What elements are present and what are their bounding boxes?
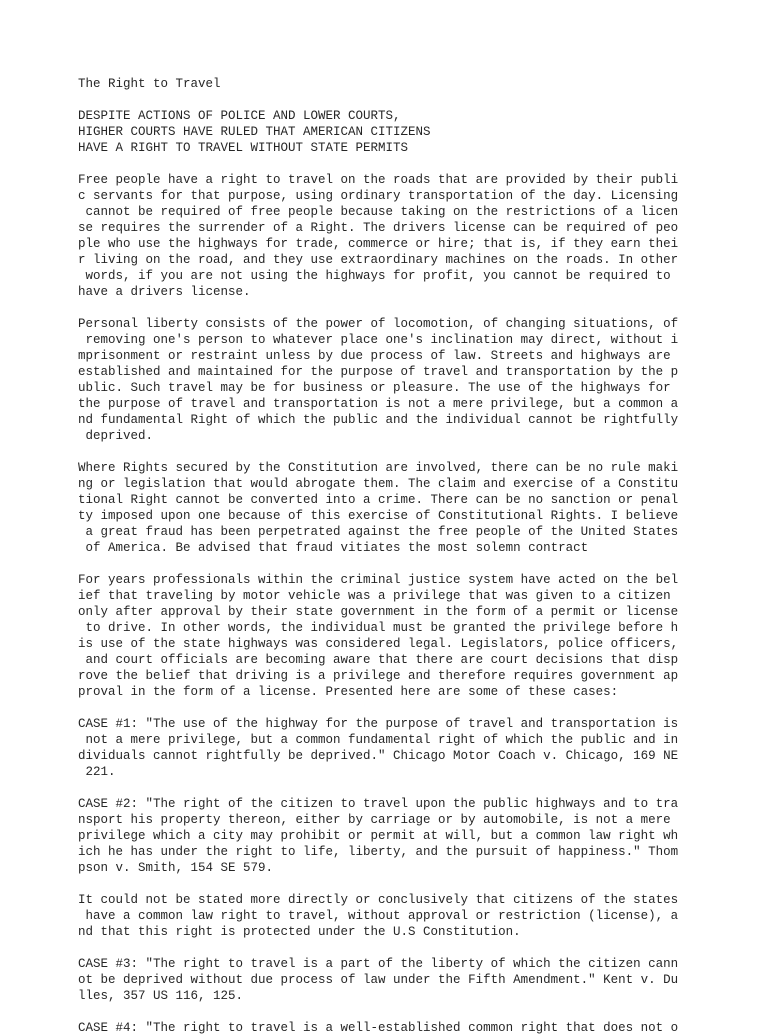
headline-block: [78, 108, 768, 156]
headline-line: DESPITE ACTIONS OF POLICE AND LOWER COURTS,: [78, 109, 401, 123]
paragraph: [78, 460, 768, 556]
spacer: [78, 556, 768, 572]
paragraph-line: CASE #2: "The right of the citizen to travel upon the public highways and to tra: [78, 797, 679, 811]
paragraph-line: CASE #4: "The right to travel is a well-established common right that does not o: [78, 1021, 679, 1035]
paragraph-line: c servants for that purpose, using ordinary transportation of the day. Licensing: [78, 189, 679, 203]
paragraph-line: is use of the state highways was considered legal. Legislators, police officers,: [78, 637, 679, 651]
paragraph-line: It could not be stated more directly or conclusively that citizens of the states: [78, 893, 679, 907]
spacer: [78, 1004, 768, 1020]
paragraph-line: not a mere privilege, but a common fundamental right of which the public and in: [78, 733, 679, 747]
paragraph-line: have a drivers license.: [78, 285, 251, 299]
paragraph-line: ublic. Such travel may be for business or pleasure. The use of the highways for: [78, 381, 671, 395]
paragraph: [78, 172, 768, 300]
paragraph-line: a great fraud has been perpetrated against the free people of the United States: [78, 525, 679, 539]
paragraph-line: deprived.: [78, 429, 154, 443]
paragraph-line: 221.: [78, 765, 116, 779]
paragraph-line: rove the belief that driving is a privilege and therefore requires government ap: [78, 669, 679, 683]
paragraph-line: cannot be required of free people because taking on the restrictions of a licen: [78, 205, 679, 219]
paragraph-line: nsport his property thereon, either by carriage or by automobile, is not a mere: [78, 813, 671, 827]
paragraph-line: Free people have a right to travel on the roads that are provided by their publi: [78, 173, 679, 187]
spacer: [78, 780, 768, 796]
paragraph-line: removing one's person to whatever place one's inclination may direct, without i: [78, 333, 679, 347]
paragraph-line: mprisonment or restraint unless by due process of law. Streets and highways are: [78, 349, 671, 363]
paragraph: [78, 796, 768, 876]
paragraph-line: pson v. Smith, 154 SE 579.: [78, 861, 274, 875]
paragraph-line: have a common law right to travel, without approval or restriction (license), a: [78, 909, 679, 923]
paragraph-line: of America. Be advised that fraud vitiates the most solemn contract: [78, 541, 589, 555]
paragraph-line: only after approval by their state government in the form of a permit or license: [78, 605, 679, 619]
paragraph-line: dividuals cannot rightfully be deprived." Chicago Motor Coach v. Chicago, 169 NE: [78, 749, 679, 763]
paragraph-line: and court officials are becoming aware that there are court decisions that disp: [78, 653, 679, 667]
spacer: [78, 92, 768, 108]
paragraph: [78, 1020, 768, 1036]
paragraph-line: CASE #3: "The right to travel is a part of the liberty of which the citizen cann: [78, 957, 679, 971]
paragraph-line: nd that this right is protected under the U.S Constitution.: [78, 925, 521, 939]
spacer: [78, 876, 768, 892]
paragraph: [78, 316, 768, 444]
paragraph-line: the purpose of travel and transportation is not a mere privilege, but a common a: [78, 397, 679, 411]
paragraph-line: se requires the surrender of a Right. The drivers license can be required of peo: [78, 221, 679, 235]
paragraph-line: ple who use the highways for trade, commerce or hire; that is, if they earn thei: [78, 237, 679, 251]
spacer: [78, 700, 768, 716]
paragraph-line: ng or legislation that would abrogate them. The claim and exercise of a Constitu: [78, 477, 679, 491]
paragraph-line: For years professionals within the criminal justice system have acted on the bel: [78, 573, 679, 587]
spacer: [78, 156, 768, 172]
paragraph-line: ich he has under the right to life, liberty, and the pursuit of happiness." Thom: [78, 845, 679, 859]
paragraph-line: words, if you are not using the highways for profit, you cannot be required to: [78, 269, 671, 283]
paragraph-line: lles, 357 US 116, 125.: [78, 989, 244, 1003]
paragraph-line: CASE #1: "The use of the highway for the purpose of travel and transportation is: [78, 717, 679, 731]
spacer: [78, 444, 768, 460]
paragraph-line: ief that traveling by motor vehicle was a privilege that was given to a citizen: [78, 589, 671, 603]
headline-line: HAVE A RIGHT TO TRAVEL WITHOUT STATE PERMITS: [78, 141, 409, 155]
paragraph-line: established and maintained for the purpose of travel and transportation by the p: [78, 365, 679, 379]
headline-line: HIGHER COURTS HAVE RULED THAT AMERICAN CITIZENS: [78, 125, 431, 139]
spacer: [78, 300, 768, 316]
paragraph-line: proval in the form of a license. Presented here are some of these cases:: [78, 685, 619, 699]
paragraph-line: ty imposed upon one because of this exercise of Constitutional Rights. I believe: [78, 509, 679, 523]
paragraph-line: nd fundamental Right of which the public and the individual cannot be rightfully: [78, 413, 679, 427]
paragraph-line: r living on the road, and they use extraordinary machines on the roads. In other: [78, 253, 679, 267]
paragraph-line: to drive. In other words, the individual must be granted the privilege before h: [78, 621, 679, 635]
paragraph: [78, 716, 768, 780]
document-title: The Right to Travel: [78, 77, 221, 91]
paragraph-line: ot be deprived without due process of law under the Fifth Amendment." Kent v. Du: [78, 973, 679, 987]
paragraph: [78, 956, 768, 1004]
paragraph: [78, 572, 768, 700]
paragraph-line: Where Rights secured by the Constitution are involved, there can be no rule maki: [78, 461, 679, 475]
paragraph-line: tional Right cannot be converted into a crime. There can be no sanction or penal: [78, 493, 679, 507]
body-text: [78, 172, 768, 1036]
paragraph-line: privilege which a city may prohibit or permit at will, but a common law right wh: [78, 829, 679, 843]
spacer: [78, 940, 768, 956]
paragraph-line: Personal liberty consists of the power of locomotion, of changing situations, of: [78, 317, 679, 331]
paragraph: [78, 892, 768, 940]
